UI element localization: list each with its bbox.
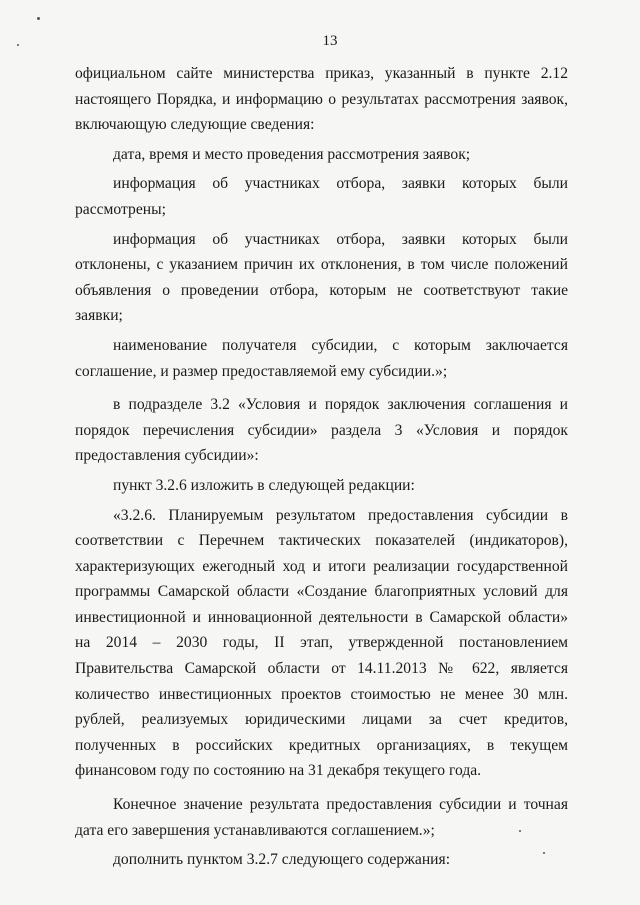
- paragraph: официальном сайте министерства приказ, указанный в пункте 2.12 настоящего Порядка, и информацию о результатах рассмотрения заявок, включающую следующие сведения:: [75, 65, 568, 134]
- paragraph: Конечное значение результата предоставления субсидии и точная дата его завершения устанавливаются соглашением.»;: [75, 796, 568, 839]
- scan-speck: [37, 17, 40, 20]
- paragraph: пункт 3.2.6 изложить в следующей редакции:: [113, 476, 415, 494]
- paragraph: информация об участниках отбора, заявки которых были рассмотрены;: [75, 175, 568, 218]
- scan-speck: [17, 44, 19, 46]
- paragraph: информация об участниках отбора, заявки которых были отклонены, с указанием причин их отклонения, в том числе положений объявления о проведении отбора, которым не соответствуют такие заявки;: [75, 230, 568, 325]
- document-body: [75, 61, 568, 873]
- paragraph: «3.2.6. Планируемым результатом предоставления субсидии в соответствии с Перечнем тактических показателей (индикаторов), характеризующих ежегодный ход и итоги реализации государственной программы Самарской области «Создание благоприятных условий для инвестиционной и инновационной деятельности в Самарской области» на 2014 – 2030 годы, II этап, утвержденной постановлением Правительства Самарской области от 14.11.2013 № 622, является количество инвестиционных проектов стоимостью не менее 30 млн. рублей, реализуемых юридическими лицами за счет кредитов, полученных в российских кредитных организациях, в текущем финансовом году по состоянию на 31 декабря текущего года.: [75, 506, 568, 780]
- paragraph: наименование получателя субсидии, с которым заключается соглашение, и размер предоставляемой ему субсидии.»;: [75, 336, 568, 380]
- page-number: 13: [322, 33, 338, 49]
- paragraph: в подразделе 3.2 «Условия и порядок заключения соглашения и порядок перечисления субсидии» раздела 3 «Условия и порядок предоставления субсидии»:: [75, 396, 568, 465]
- paragraph: дата, время и место проведения рассмотрения заявок;: [113, 145, 471, 163]
- paragraph: дополнить пунктом 3.2.7 следующего содержания:: [113, 851, 451, 869]
